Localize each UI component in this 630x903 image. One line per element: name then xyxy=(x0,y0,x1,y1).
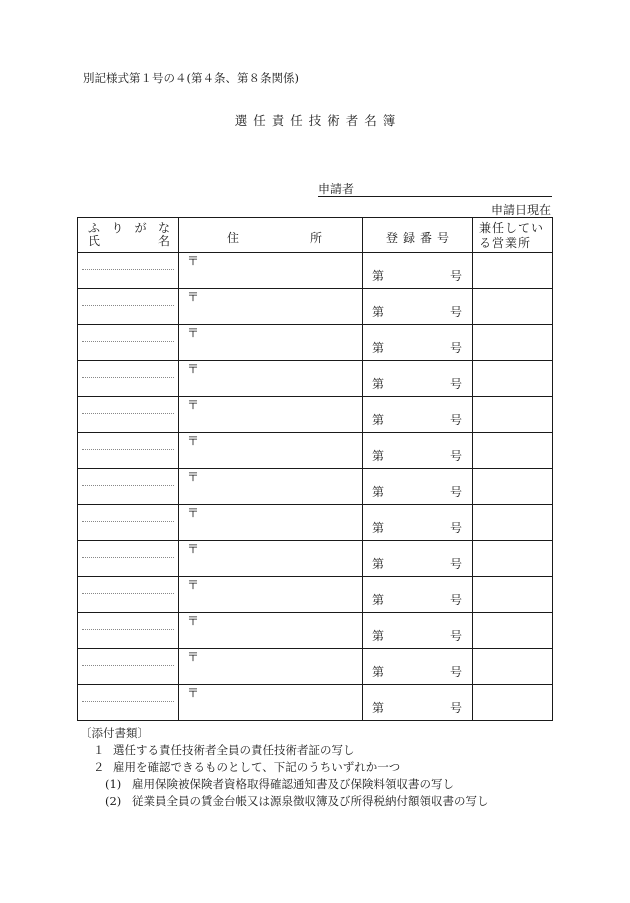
furigana-divider xyxy=(82,413,174,414)
furigana-divider xyxy=(82,377,174,378)
reg-prefix: 第 xyxy=(372,449,385,463)
applicant-label: 申請者 xyxy=(318,182,355,196)
address-cell[interactable] xyxy=(179,577,363,613)
address-cell[interactable] xyxy=(179,433,363,469)
address-cell[interactable] xyxy=(179,505,363,541)
other-office-header-line: 兼任してい xyxy=(479,221,545,235)
table-row xyxy=(78,649,553,685)
name-char: 氏 xyxy=(88,234,101,248)
name-cell[interactable] xyxy=(78,253,179,289)
registration-cell[interactable] xyxy=(363,433,473,469)
table-row xyxy=(78,685,553,721)
attachment-item xyxy=(83,742,489,759)
other-office-cell[interactable] xyxy=(473,469,553,505)
reg-suffix: 号 xyxy=(449,377,462,391)
reg-suffix: 号 xyxy=(449,413,462,427)
other-office-cell[interactable] xyxy=(473,649,553,685)
postal-mark-icon: 〒 xyxy=(187,362,200,376)
reg-prefix: 第 xyxy=(372,377,385,391)
furigana-divider xyxy=(82,665,174,666)
address-char: 住 xyxy=(227,231,240,245)
reg-prefix: 第 xyxy=(372,665,385,679)
table-header-row xyxy=(78,218,553,253)
postal-mark-icon: 〒 xyxy=(187,614,200,628)
table-row xyxy=(78,577,553,613)
address-cell[interactable] xyxy=(179,649,363,685)
name-cell[interactable] xyxy=(78,433,179,469)
registration-cell[interactable] xyxy=(363,505,473,541)
table-row xyxy=(78,433,553,469)
table-row xyxy=(78,325,553,361)
registration-cell[interactable] xyxy=(363,325,473,361)
furigana-char: が xyxy=(134,221,147,235)
registration-cell[interactable] xyxy=(363,397,473,433)
address-cell[interactable] xyxy=(179,685,363,721)
registration-cell[interactable] xyxy=(363,577,473,613)
name-cell[interactable] xyxy=(78,505,179,541)
table-row xyxy=(78,469,553,505)
subitem-text: 雇用保険被保険者資格取得確認通知書及び保険料領収書の写し xyxy=(132,777,454,791)
name-cell[interactable] xyxy=(78,577,179,613)
reg-prefix: 第 xyxy=(372,557,385,571)
subitem-number: (1) xyxy=(105,777,122,791)
table-row xyxy=(78,505,553,541)
table-row xyxy=(78,613,553,649)
furigana-divider xyxy=(82,593,174,594)
other-office-cell[interactable] xyxy=(473,325,553,361)
reg-prefix: 第 xyxy=(372,269,385,283)
attachments-section xyxy=(80,725,489,810)
postal-mark-icon: 〒 xyxy=(187,542,200,556)
address-cell[interactable] xyxy=(179,613,363,649)
registration-cell[interactable] xyxy=(363,289,473,325)
address-cell[interactable] xyxy=(179,289,363,325)
other-office-cell[interactable] xyxy=(473,361,553,397)
other-office-cell[interactable] xyxy=(473,397,553,433)
item-number: １ xyxy=(93,743,105,757)
reg-prefix: 第 xyxy=(372,629,385,643)
registration-header-label: 登録番号 xyxy=(385,231,454,245)
address-cell[interactable] xyxy=(179,541,363,577)
postal-mark-icon: 〒 xyxy=(187,326,200,340)
reg-suffix: 号 xyxy=(449,521,462,535)
postal-mark-icon: 〒 xyxy=(187,290,200,304)
registration-cell[interactable] xyxy=(363,685,473,721)
attachment-subitem xyxy=(83,793,489,810)
registration-cell[interactable] xyxy=(363,649,473,685)
registration-cell[interactable] xyxy=(363,253,473,289)
furigana-divider xyxy=(82,701,174,702)
reg-suffix: 号 xyxy=(449,665,462,679)
registration-cell[interactable] xyxy=(363,541,473,577)
postal-mark-icon: 〒 xyxy=(187,686,200,700)
registration-cell[interactable] xyxy=(363,361,473,397)
registration-cell[interactable] xyxy=(363,613,473,649)
reg-prefix: 第 xyxy=(372,701,385,715)
as-of-date-label: 申請日現在 xyxy=(490,203,551,217)
reg-prefix: 第 xyxy=(372,593,385,607)
furigana-divider xyxy=(82,521,174,522)
address-cell[interactable] xyxy=(179,397,363,433)
postal-mark-icon: 〒 xyxy=(187,254,200,268)
postal-mark-icon: 〒 xyxy=(187,506,200,520)
name-char: 名 xyxy=(157,234,170,248)
address-cell[interactable] xyxy=(179,469,363,505)
reg-prefix: 第 xyxy=(372,413,385,427)
furigana-divider xyxy=(82,629,174,630)
reg-suffix: 号 xyxy=(449,341,462,355)
item-number: ２ xyxy=(93,760,105,774)
address-cell[interactable] xyxy=(179,253,363,289)
subitem-text: 従業員全員の賃金台帳又は源泉徴収簿及び所得税納付額領収書の写し xyxy=(132,794,489,808)
other-office-cell[interactable] xyxy=(473,289,553,325)
other-office-cell[interactable] xyxy=(473,613,553,649)
name-cell[interactable] xyxy=(78,397,179,433)
other-office-header-line: る営業所 xyxy=(479,236,532,250)
furigana-divider xyxy=(82,485,174,486)
address-char: 所 xyxy=(309,231,322,245)
reg-prefix: 第 xyxy=(372,485,385,499)
furigana-divider xyxy=(82,557,174,558)
reg-prefix: 第 xyxy=(372,521,385,535)
registration-column-header xyxy=(363,218,473,253)
reg-suffix: 号 xyxy=(449,485,462,499)
reg-prefix: 第 xyxy=(372,341,385,355)
table-row xyxy=(78,397,553,433)
table-row xyxy=(78,253,553,289)
name-cell[interactable] xyxy=(78,469,179,505)
postal-mark-icon: 〒 xyxy=(187,470,200,484)
table-row xyxy=(78,289,553,325)
item-text: 雇用を確認できるものとして、下記のうちいずれか一つ xyxy=(113,760,401,774)
reg-suffix: 号 xyxy=(449,269,462,283)
address-column-header xyxy=(179,218,363,253)
reg-suffix: 号 xyxy=(449,449,462,463)
furigana-char: ふ xyxy=(88,221,101,235)
technician-roster-table xyxy=(77,217,553,721)
other-office-cell[interactable] xyxy=(473,505,553,541)
other-office-cell[interactable] xyxy=(473,253,553,289)
table-row xyxy=(78,361,553,397)
attachment-subitem xyxy=(83,776,489,793)
other-office-column-header xyxy=(473,218,553,253)
attachments-heading: 〔添付書類〕 xyxy=(80,726,149,740)
postal-mark-icon: 〒 xyxy=(187,650,200,664)
other-office-cell[interactable] xyxy=(473,685,553,721)
reg-suffix: 号 xyxy=(449,557,462,571)
attachment-item xyxy=(83,759,489,776)
reg-suffix: 号 xyxy=(449,593,462,607)
name-cell[interactable] xyxy=(78,289,179,325)
address-cell[interactable] xyxy=(179,361,363,397)
postal-mark-icon: 〒 xyxy=(187,434,200,448)
postal-mark-icon: 〒 xyxy=(187,398,200,412)
registration-cell[interactable] xyxy=(363,469,473,505)
furigana-divider xyxy=(82,305,174,306)
name-cell[interactable] xyxy=(78,613,179,649)
subitem-number: (2) xyxy=(105,794,122,808)
other-office-cell[interactable] xyxy=(473,541,553,577)
name-cell[interactable] xyxy=(78,649,179,685)
document-title: 選任責任技術者名簿 xyxy=(234,113,402,128)
address-cell[interactable] xyxy=(179,325,363,361)
name-cell[interactable] xyxy=(78,361,179,397)
table-row xyxy=(78,541,553,577)
item-text: 選任する責任技術者全員の責任技術者証の写し xyxy=(113,743,355,757)
furigana-char: り xyxy=(111,221,124,235)
name-cell[interactable] xyxy=(78,325,179,361)
reg-prefix: 第 xyxy=(372,305,385,319)
postal-mark-icon: 〒 xyxy=(187,578,200,592)
furigana-divider xyxy=(82,341,174,342)
form-identifier: 別記様式第１号の４(第４条、第８条関係) xyxy=(83,71,299,85)
other-office-cell[interactable] xyxy=(473,433,553,469)
furigana-divider xyxy=(82,449,174,450)
name-column-header xyxy=(78,218,179,253)
furigana-divider xyxy=(82,269,174,270)
other-office-cell[interactable] xyxy=(473,577,553,613)
furigana-char: な xyxy=(157,221,170,235)
name-cell[interactable] xyxy=(78,685,179,721)
reg-suffix: 号 xyxy=(449,629,462,643)
name-cell[interactable] xyxy=(78,541,179,577)
reg-suffix: 号 xyxy=(449,701,462,715)
applicant-field[interactable] xyxy=(318,183,552,197)
reg-suffix: 号 xyxy=(449,305,462,319)
